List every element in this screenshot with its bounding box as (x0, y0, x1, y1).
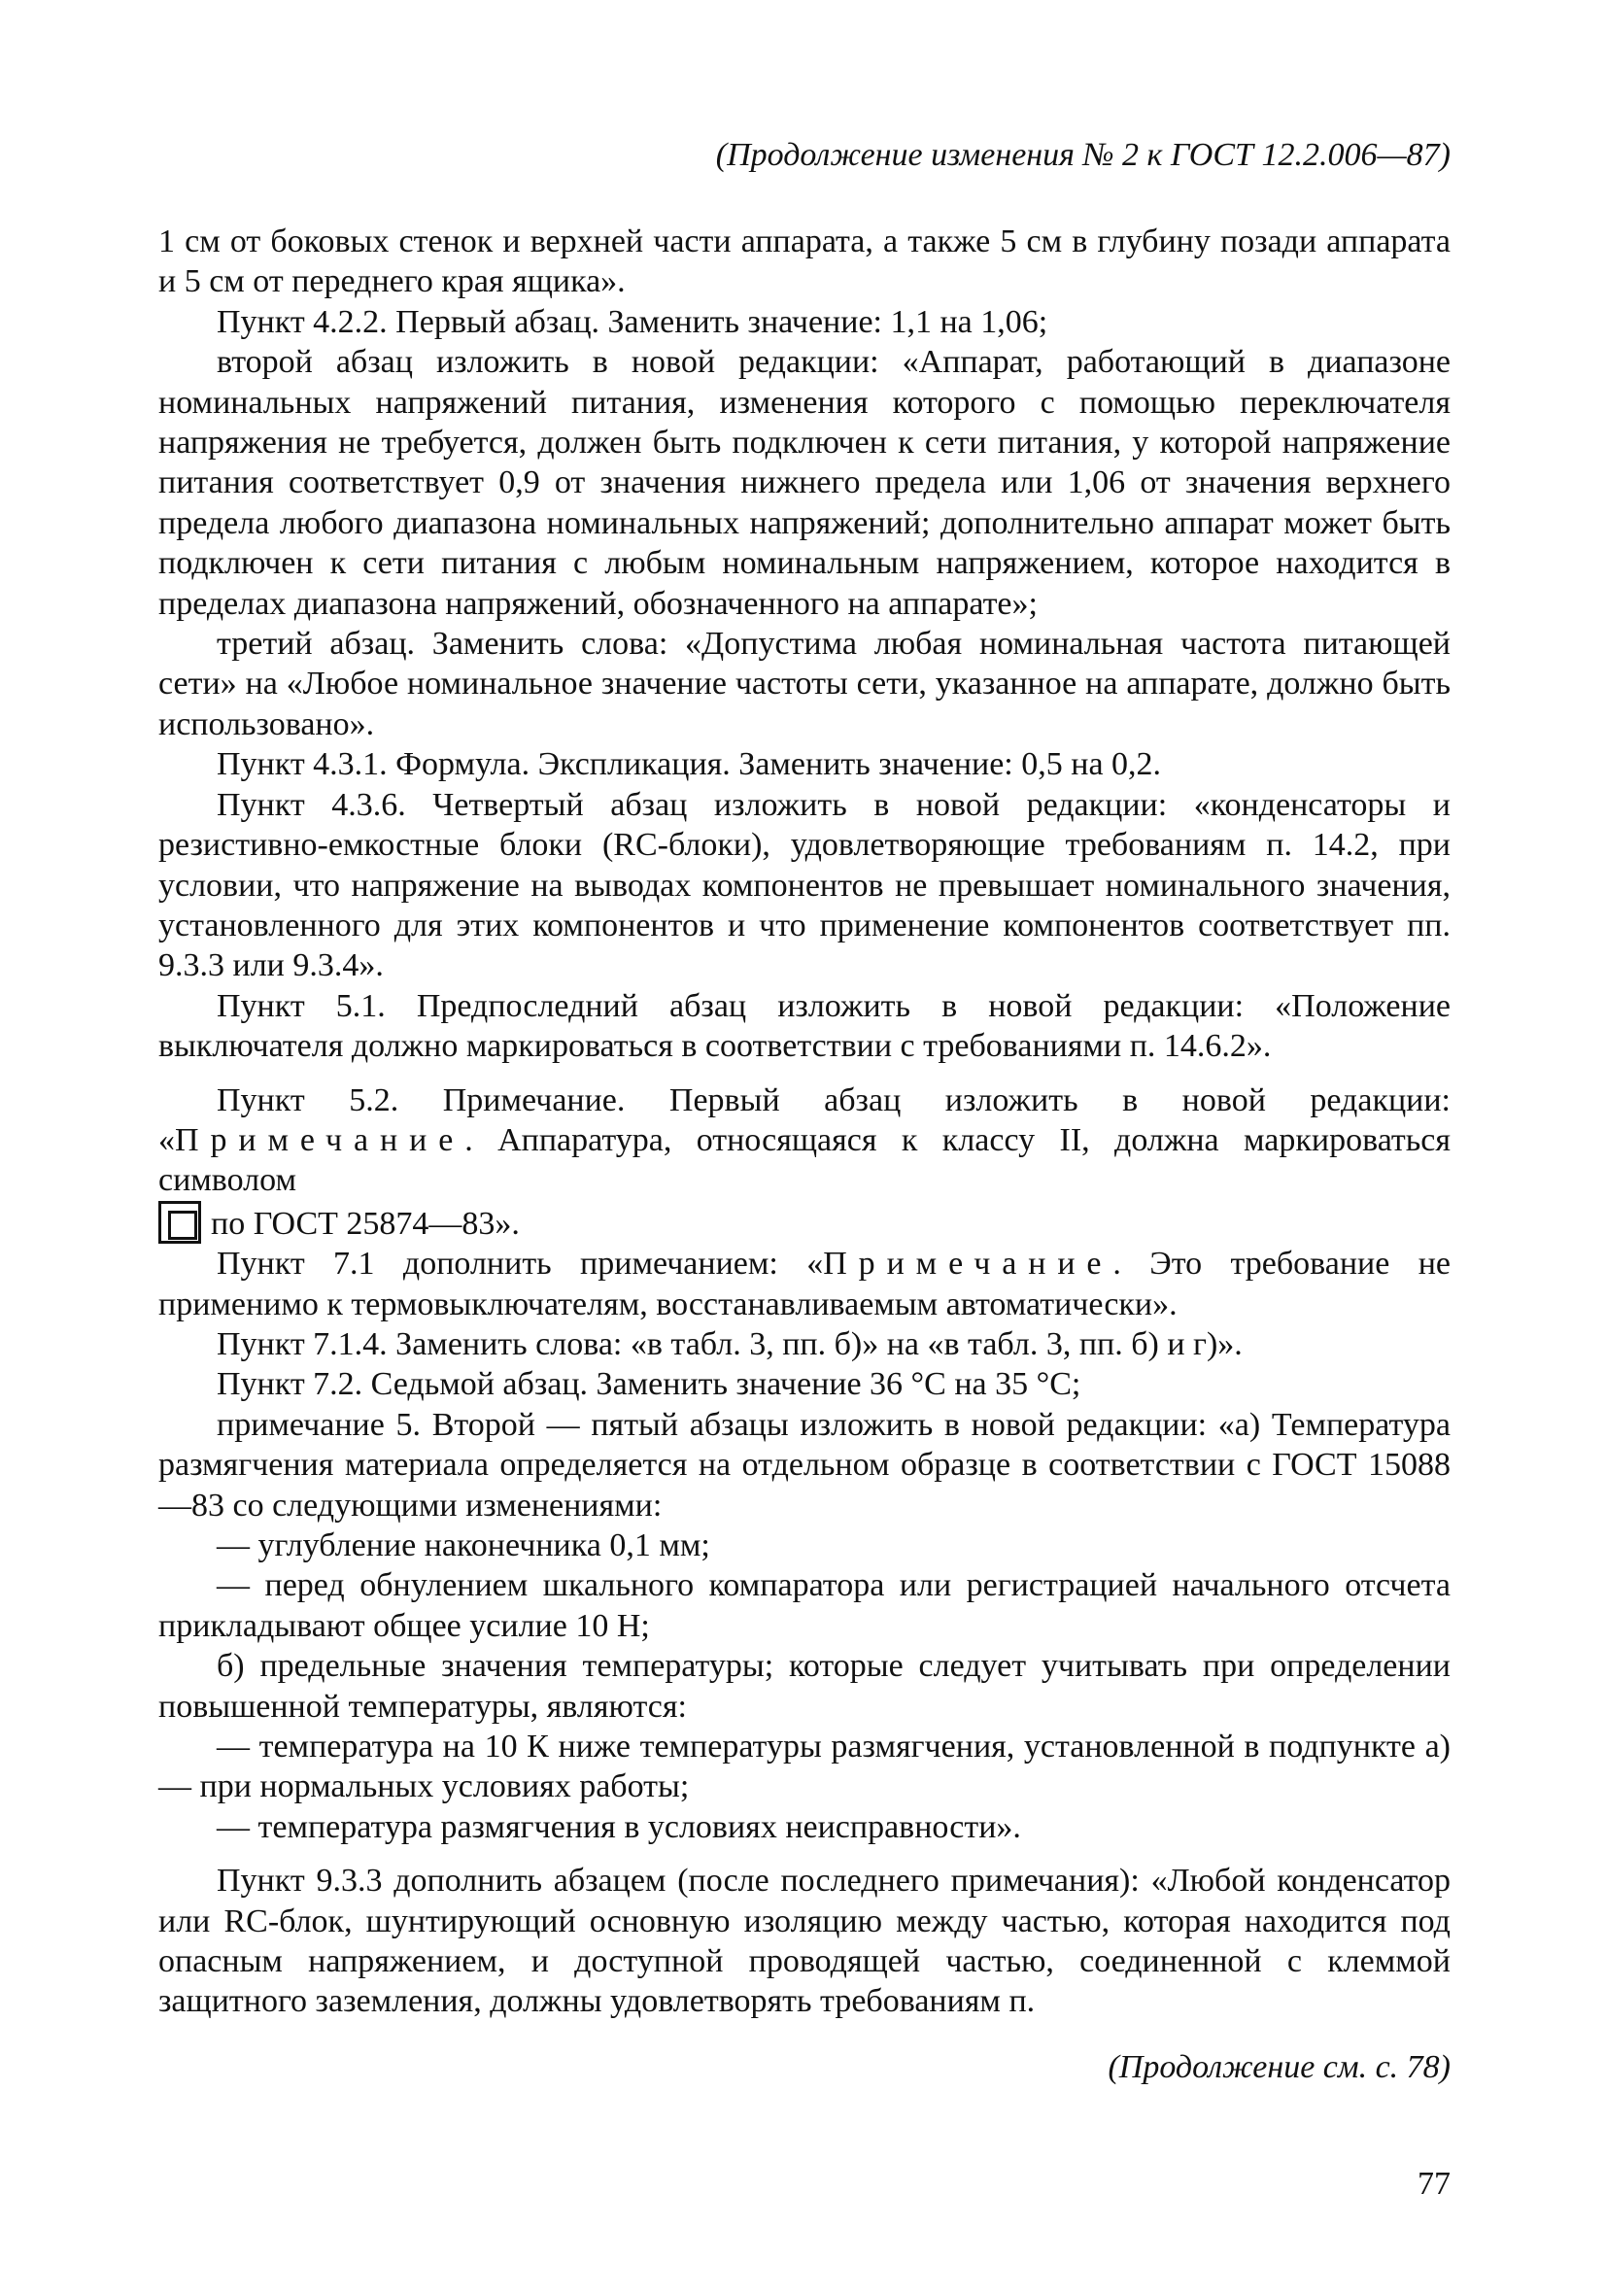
paragraph-15: б) предельные значения температуры; которые следует учитывать при определении повышенной температуры, являются: (158, 1648, 1451, 1725)
double-square-icon (158, 1201, 201, 1244)
running-head: (Продолжение изменения № 2 к ГОСТ 12.2.006—87) (715, 137, 1451, 173)
paragraph-5: Пункт 4.3.1. Формула. Экспликация. Заменить значение: 0,5 на 0,2. (217, 746, 1162, 783)
paragraph-17: — температура размягчения в условиях неисправности». (217, 1808, 1021, 1845)
paragraph-16: — температура на 10 К ниже температуры размягчения, установленной в подпункте а) — при нормальных условиях работы; (158, 1729, 1451, 1805)
document-body (158, 222, 1451, 2022)
paragraph-9 (158, 1244, 1451, 1324)
paragraph-13: — углубление наконечника 0,1 мм; (217, 1527, 710, 1563)
page-number: 77 (1418, 2166, 1451, 2202)
paragraph-8-tail: по ГОСТ 25874—83». (211, 1205, 520, 1242)
paragraph-8 (158, 1080, 1451, 1245)
paragraph-8-after: . Аппаратура, относящаяся к классу II, должна маркироваться символом (158, 1121, 1451, 1199)
paragraph-9-after: . Это требование не применимо к термовыключателям, восстанавливаемым автоматически». (158, 1246, 1452, 1322)
paragraph-11: Пункт 7.2. Седьмой абзац. Заменить значение 36 °С на 35 °С; (217, 1366, 1081, 1403)
paragraph-10: Пункт 7.1.4. Заменить слова: «в табл. 3, пп. б)» на «в табл. 3, пп. б) и г)». (217, 1325, 1243, 1362)
paragraph-4: третий абзац. Заменить слова: «Допустима любая номинальная частота питающей сети» на «Любое номинальное значение частоты сети, указанное на аппарате, должно быть использовано». (158, 626, 1451, 742)
paragraph-9-before: Пункт 7.1 дополнить примечанием: « (217, 1246, 824, 1283)
paragraph-14: — перед обнулением шкального компаратора или регистрацией начального отсчета прикладывают общее усилие 10 Н; (158, 1567, 1451, 1644)
note-word: Примечание (175, 1121, 465, 1158)
paragraph-18: Пункт 9.3.3 дополнить абзацем (после последнего примечания): «Любой конденсатор или RC-блок, шунтирующий основную изоляцию между частью, которая находится под опасным напряжением, и доступной проводящей частью, соединенной с клеммой защитного заземления, должны удовлетворять требованиям п. (158, 1863, 1451, 2020)
paragraph-6: Пункт 4.3.6. Четвертый абзац изложить в новой редакции: «конденсаторы и резистивно-емкостные блоки (RC-блоки), удовлетворяющие требованиям п. 14.2, при условии, что напряжение на выводах компонентов не превышает номинального значения, установленного для этих компонентов и что применение компонентов соответствует пп. 9.3.3 или 9.3.4». (158, 786, 1451, 984)
note-word: Примечание (823, 1246, 1113, 1283)
paragraph-2: Пункт 4.2.2. Первый абзац. Заменить значение: 1,1 на 1,06; (217, 303, 1048, 340)
paragraph-12: примечание 5. Второй — пятый абзацы изложить в новой редакции: «а) Температура размягчения материала определяется на отдельном образце в соответствии с ГОСТ 15088—83 со следующими изменениями: (158, 1406, 1451, 1524)
paragraph-1: 1 см от боковых стенок и верхней части аппарата, а также 5 см в глубину позади аппарата и 5 см от переднего края ящика». (158, 223, 1451, 300)
paragraph-8-before: Пункт 5.2. Примечание. Первый абзац изложить в новой редакции: « (158, 1081, 1451, 1158)
paragraph-3: второй абзац изложить в новой редакции: «Аппарат, работающий в диапазоне номинальных напряжений питания, изменения которого с помощью переключателя напряжения не требуется, должен быть подключен к сети питания, у которой напряжение питания соответствует 0,9 от значения нижнего предела или 1,06 от значения верхнего предела любого диапазона номинальных напряжений; дополнительно аппарат может быть подключен к сети питания с любым номинальным напряжением, которое находится в пределах диапазона напряжений, обозначенного на аппарате»; (158, 344, 1451, 622)
continuation-note: (Продолжение см. с. 78) (1108, 2049, 1451, 2085)
paragraph-7: Пункт 5.1. Предпоследний абзац изложить в новой редакции: «Положение выключателя должно маркироваться в соответствии с требованиями п. 14.6.2». (158, 987, 1451, 1065)
